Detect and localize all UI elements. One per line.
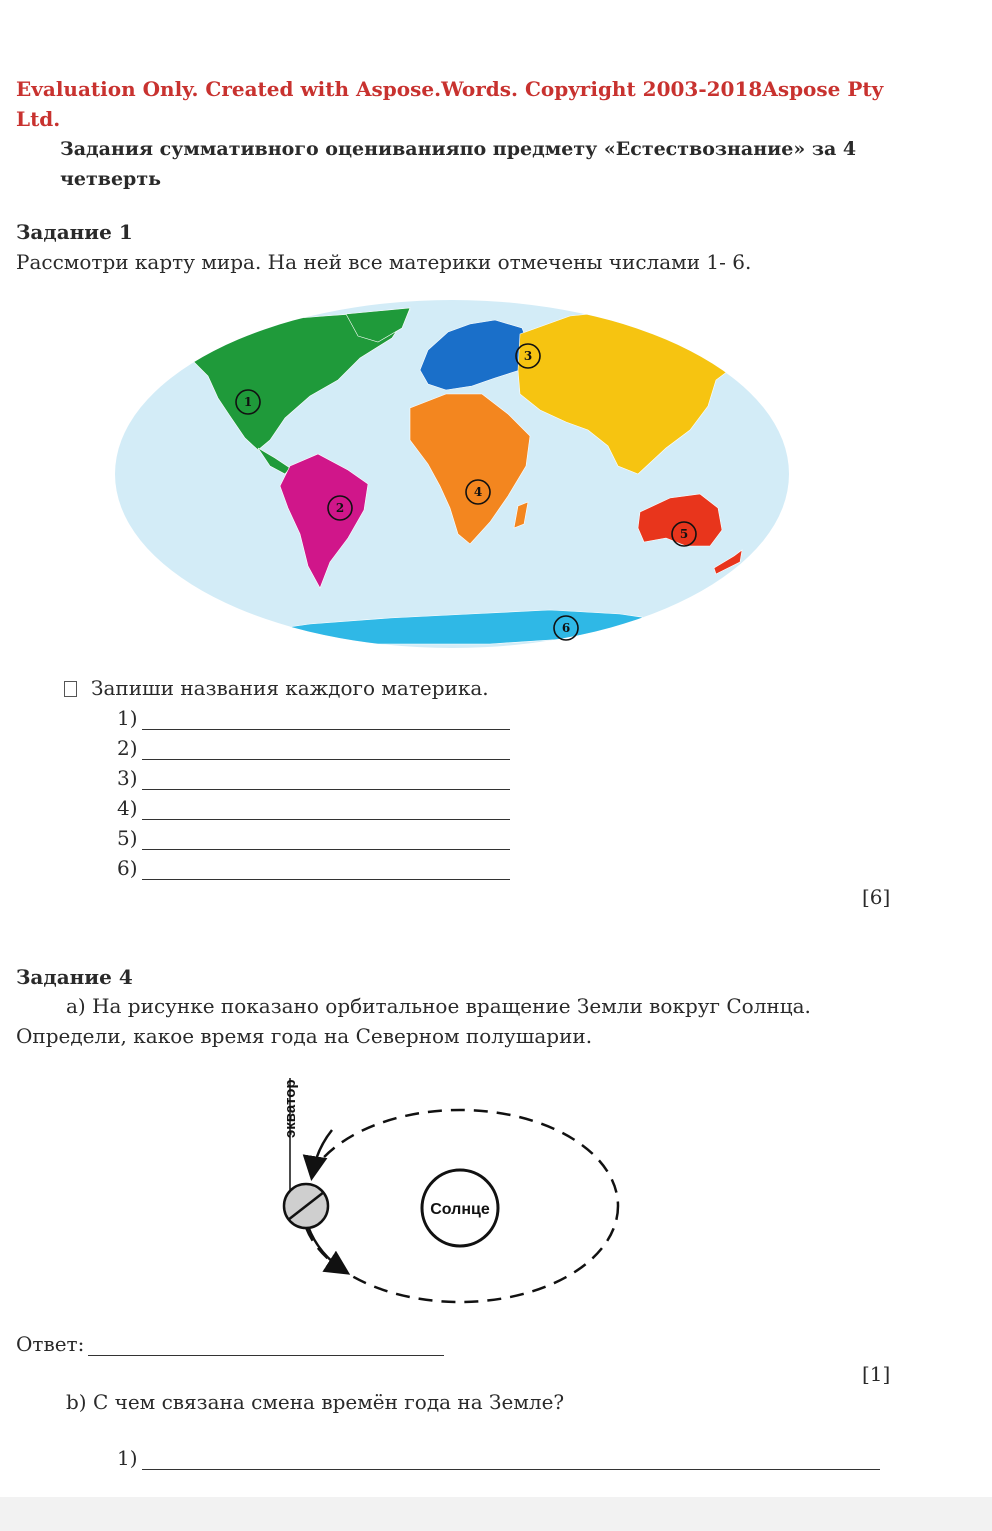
- checkbox-icon: [64, 681, 77, 697]
- orbit-diagram: [270, 1058, 640, 1318]
- watermark-text: Evaluation Only. Created with Aspose.Words. Copyright 2003-2018Aspose Pty Ltd.: [16, 77, 884, 131]
- task4-question-b: b) С чем связана смена времён года на Земле?: [66, 1390, 565, 1414]
- answer-a-row: [16, 1332, 444, 1356]
- equator-label: экватор: [282, 1079, 299, 1138]
- answer-line-6[interactable]: [142, 861, 510, 880]
- answer-row: [117, 796, 510, 820]
- answer-a-line[interactable]: [88, 1337, 444, 1356]
- answer-label: 2): [117, 736, 138, 760]
- task1-text: Рассмотри карту мира. На ней все материки отмечены числами 1- 6.: [16, 250, 752, 274]
- answer-line-5[interactable]: [142, 831, 510, 850]
- answer-row: [117, 826, 510, 850]
- task1-instruction: [64, 676, 489, 700]
- task4-heading: Задание 4: [16, 965, 133, 989]
- answer-row: [117, 706, 510, 730]
- map-marker-label: 2: [335, 501, 345, 515]
- task1-instruction-text: Запиши названия каждого материка.: [91, 676, 489, 700]
- answer-label: 4): [117, 796, 138, 820]
- answer-label: 3): [117, 766, 138, 790]
- answer-line-2[interactable]: [142, 741, 510, 760]
- task4-score: [1]: [862, 1362, 891, 1386]
- world-map: [110, 298, 800, 650]
- map-marker-label: 6: [561, 621, 571, 635]
- map-marker-label: 3: [523, 349, 533, 363]
- answer-label: 5): [117, 826, 138, 850]
- answer-a-label: Ответ:: [16, 1332, 85, 1356]
- answer-b-row: [117, 1446, 880, 1470]
- answer-line-1[interactable]: [142, 711, 510, 730]
- task1-score: [6]: [862, 885, 891, 909]
- answer-b-label: 1): [117, 1446, 138, 1470]
- answer-label: 1): [117, 706, 138, 730]
- sun-label: Солнце: [430, 1201, 490, 1218]
- answer-row: [117, 766, 510, 790]
- page-bottom-band: [0, 1497, 992, 1531]
- map-marker-label: 5: [679, 527, 689, 541]
- map-marker-label: 4: [473, 485, 483, 499]
- answer-row: [117, 856, 510, 880]
- answer-label: 6): [117, 856, 138, 880]
- answer-line-3[interactable]: [142, 771, 510, 790]
- answer-line-4[interactable]: [142, 801, 510, 820]
- task1-heading: Задание 1: [16, 220, 133, 244]
- map-marker-label: 1: [243, 395, 253, 409]
- task4-text-line2: Определи, какое время года на Северном полушарии.: [16, 1024, 593, 1048]
- answer-row: [117, 736, 510, 760]
- page-title: Задания суммативного оцениванияпо предмету «Естествознание» за 4 четверть: [60, 138, 857, 190]
- task4-text-line1: a) На рисунке показано орбитальное вращение Земли вокруг Солнца.: [66, 994, 811, 1018]
- orbit-arrow-bottom: [308, 1226, 346, 1272]
- answer-b-line[interactable]: [142, 1451, 880, 1470]
